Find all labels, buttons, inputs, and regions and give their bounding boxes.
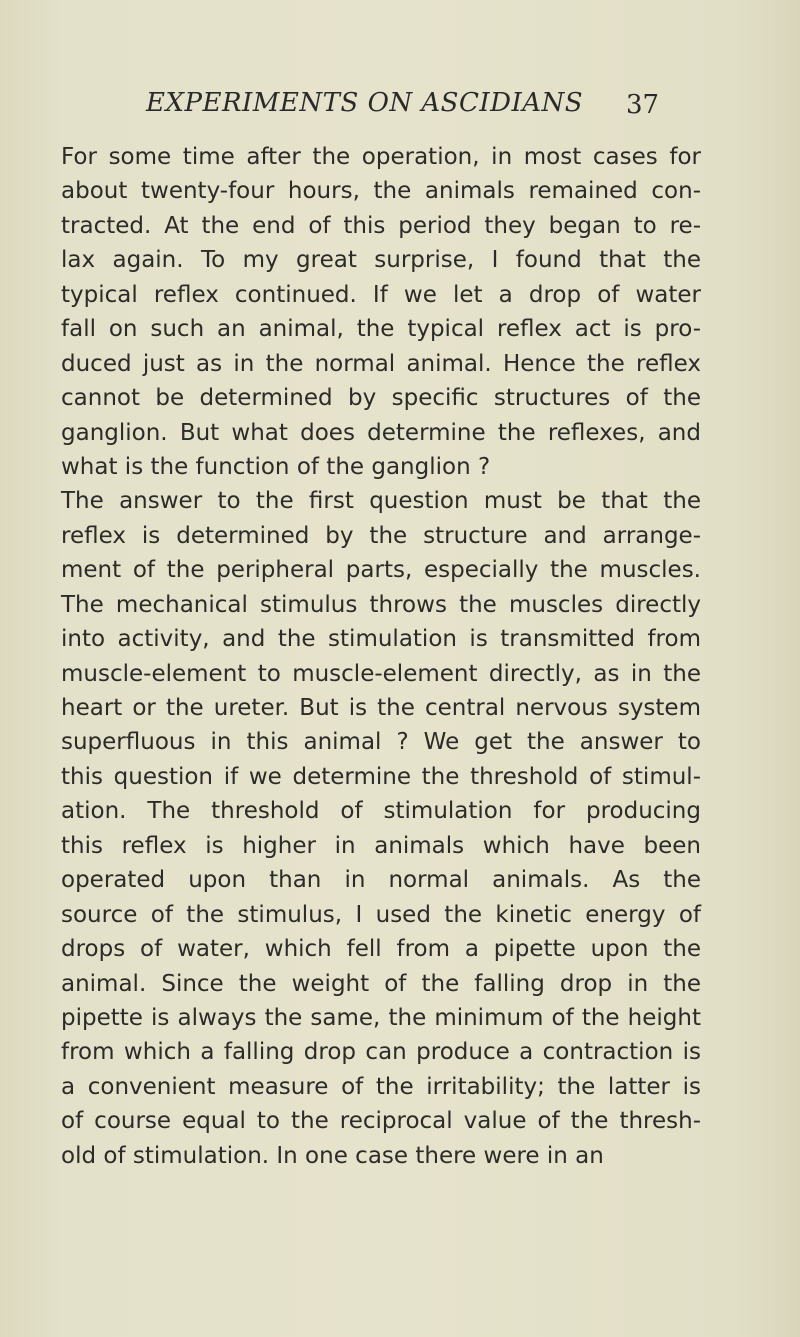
page-number: 37 bbox=[626, 90, 660, 120]
text-line: what is the function of the ganglion ? bbox=[61, 453, 491, 480]
text-line: For some time after the operation, in most cases for bbox=[61, 144, 701, 170]
text-line: pipette is always the same, the minimum of the height bbox=[61, 1004, 701, 1031]
text-line: into activity, and the stimulation is transmitted from bbox=[61, 626, 701, 653]
text-line: old of stimulation. In one case there were in an bbox=[61, 1142, 604, 1169]
text-line: this question if we determine the threshold of stimul- bbox=[61, 763, 701, 790]
text-line: cannot be determined by specific structures of the bbox=[61, 385, 701, 412]
text-line: reflex is determined by the structure and arrange- bbox=[61, 522, 701, 549]
text-line: a convenient measure of the irritability; the latter is bbox=[61, 1073, 701, 1100]
text-line: this reflex is higher in animals which have been bbox=[61, 832, 701, 859]
text-line: about twenty-four hours, the animals remained con- bbox=[61, 178, 701, 205]
running-head-title: EXPERIMENTS ON ASCIDIANS bbox=[146, 88, 584, 118]
text-line: typical reflex continued. If we let a drop of water bbox=[61, 281, 701, 308]
text-line: of course equal to the reciprocal value of the thresh- bbox=[61, 1108, 701, 1135]
text-line: ation. The threshold of stimulation for producing bbox=[61, 798, 701, 825]
text-line: animal. Since the weight of the falling drop in the bbox=[61, 970, 701, 997]
text-line: ganglion. But what does determine the reflexes, and bbox=[61, 419, 701, 446]
text-line: operated upon than in normal animals. As the bbox=[61, 867, 701, 894]
text-line: superfluous in this animal ? We get the answer to bbox=[61, 729, 701, 756]
text-line: The mechanical stimulus throws the muscles directly bbox=[61, 591, 701, 618]
text-line: from which a falling drop can produce a contraction is bbox=[61, 1039, 701, 1066]
text-line: source of the stimulus, I used the kinetic energy of bbox=[61, 901, 701, 928]
text-line: muscle-element to muscle-element directly, as in the bbox=[61, 660, 701, 687]
text-line: lax again. To my great surprise, I found that the bbox=[61, 247, 701, 274]
text-line: tracted. At the end of this period they began to re- bbox=[61, 212, 701, 239]
text-line: The answer to the first question must be that the bbox=[61, 488, 701, 515]
running-head bbox=[0, 88, 800, 128]
text-line: drops of water, which fell from a pipette upon the bbox=[61, 936, 701, 963]
text-line: duced just as in the normal animal. Hence the reflex bbox=[61, 350, 701, 377]
body-text bbox=[61, 140, 701, 1173]
text-line: heart or the ureter. But is the central nervous system bbox=[61, 695, 701, 721]
text-line: fall on such an animal, the typical reflex act is pro- bbox=[61, 316, 701, 343]
text-line: ment of the peripheral parts, especially the muscles. bbox=[61, 557, 701, 584]
